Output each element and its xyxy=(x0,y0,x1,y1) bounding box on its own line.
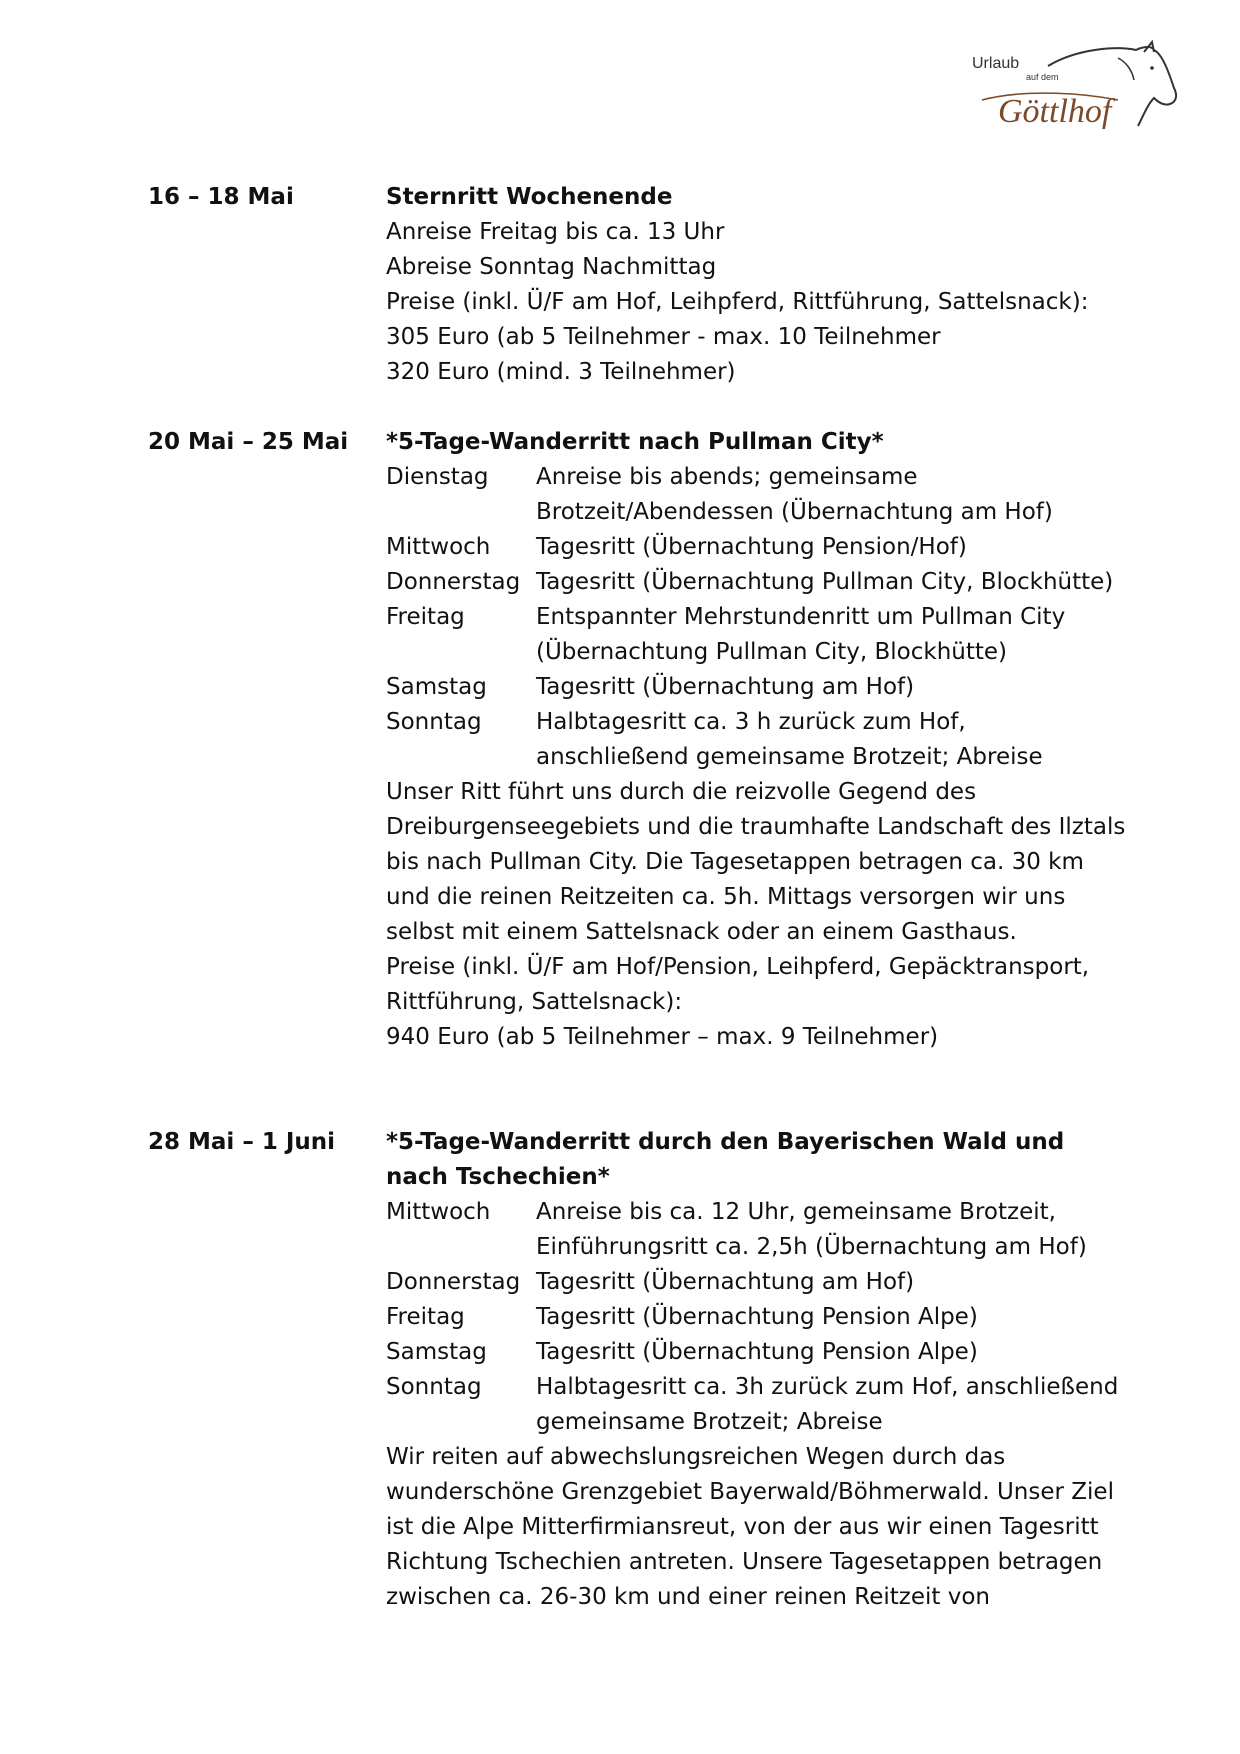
itinerary-line: Tagesritt (Übernachtung am Hof) xyxy=(536,1269,915,1295)
itinerary-line: Tagesritt (Übernachtung Pullman City, Blockhütte) xyxy=(536,569,1114,595)
itinerary-day: Freitag xyxy=(386,604,465,630)
event-date: 16 – 18 Mai xyxy=(148,184,294,210)
itinerary-row xyxy=(386,600,1128,670)
itinerary-row xyxy=(386,705,1128,775)
itinerary-day: Mittwoch xyxy=(386,534,491,560)
itinerary-desc xyxy=(536,1195,1128,1265)
logo-line1: Urlaub xyxy=(972,55,1020,72)
event-block xyxy=(148,1125,1128,1615)
itinerary-day: Dienstag xyxy=(386,464,489,490)
event-date: 28 Mai – 1 Juni xyxy=(148,1129,336,1155)
event-line: Preise (inkl. Ü/F am Hof, Leihpferd, Rittführung, Sattelsnack): xyxy=(386,289,1089,315)
event-content xyxy=(386,1125,1128,1615)
event-title: *5-Tage-Wanderritt durch den Bayerischen Wald und nach Tschechien* xyxy=(386,1129,1065,1190)
horse-head-icon xyxy=(968,40,1180,136)
itinerary-desc xyxy=(536,600,1128,670)
itinerary-row xyxy=(386,460,1128,530)
itinerary-line: Tagesritt (Übernachtung am Hof) xyxy=(536,674,915,700)
itinerary-desc xyxy=(536,1300,1128,1335)
event-line: Anreise Freitag bis ca. 13 Uhr xyxy=(386,219,725,245)
event-block xyxy=(148,180,1128,390)
itinerary-row xyxy=(386,670,1128,705)
itinerary-day: Sonntag xyxy=(386,709,482,735)
itinerary-row xyxy=(386,1265,1128,1300)
itinerary-line: Tagesritt (Übernachtung Pension/Hof) xyxy=(536,534,967,560)
itinerary-desc xyxy=(536,705,1128,775)
event-line: 305 Euro (ab 5 Teilnehmer - max. 10 Teilnehmer xyxy=(386,324,941,350)
itinerary-desc xyxy=(536,670,1128,705)
event-description: Wir reiten auf abwechslungsreichen Wegen durch das wunderschöne Grenzgebiet Bayerwald/Böhmerwald. Unser Ziel ist die Alpe Mitterfirmiansreut, von der aus wir einen Tagesritt Richtung Tschechien antreten. Unsere Tagesetappen betragen zwischen ca. 26-30 km und einer reinen Reitzeit von xyxy=(386,1444,1114,1610)
itinerary-line: Entspannter Mehrstundenritt um Pullman City xyxy=(536,604,1066,630)
itinerary-day: Sonntag xyxy=(386,1374,482,1400)
gottlhof-logo xyxy=(968,40,1180,136)
itinerary-line: Einführungsritt ca. 2,5h (Übernachtung am Hof) xyxy=(536,1234,1087,1260)
itinerary-desc xyxy=(536,565,1128,600)
event-title: *5-Tage-Wanderritt nach Pullman City* xyxy=(386,429,884,455)
logo-line2: auf dem xyxy=(1026,72,1059,82)
itinerary-day: Samstag xyxy=(386,674,487,700)
event-prices-label: Preise (inkl. Ü/F am Hof/Pension, Leihpferd, Gepäcktransport, Rittführung, Sattelsnack): xyxy=(386,954,1090,1015)
event-description: Unser Ritt führt uns durch die reizvolle Gegend des Dreiburgenseegebiets und die traumhafte Landschaft des Ilztals bis nach Pullman City. Die Tagesetappen betragen ca. 30 km und die reinen Reitzeiten ca. 5h. Mittags versorgen wir uns selbst mit einem Sattelsnack oder an einem Gasthaus. xyxy=(386,779,1126,945)
itinerary-day: Samstag xyxy=(386,1339,487,1365)
event-price: 940 Euro (ab 5 Teilnehmer – max. 9 Teilnehmer) xyxy=(386,1024,939,1050)
event-date: 20 Mai – 25 Mai xyxy=(148,429,349,455)
itinerary-desc xyxy=(536,1335,1128,1370)
itinerary-day: Donnerstag xyxy=(386,1269,521,1295)
itinerary-desc xyxy=(536,530,1128,565)
itinerary-desc xyxy=(536,1370,1128,1440)
event-line: Abreise Sonntag Nachmittag xyxy=(386,254,717,280)
itinerary-row xyxy=(386,1335,1128,1370)
itinerary-desc xyxy=(536,460,1128,530)
itinerary-line: gemeinsame Brotzeit; Abreise xyxy=(536,1409,883,1435)
itinerary-day: Freitag xyxy=(386,1304,465,1330)
itinerary-line: Halbtagesritt ca. 3 h zurück zum Hof, xyxy=(536,709,966,735)
itinerary-line: Brotzeit/Abendessen (Übernachtung am Hof) xyxy=(536,499,1053,525)
itinerary-line: Tagesritt (Übernachtung Pension Alpe) xyxy=(536,1339,978,1365)
logo-name: Göttlhof xyxy=(998,93,1112,130)
itinerary-day: Donnerstag xyxy=(386,569,521,595)
event-block xyxy=(148,425,1128,1055)
event-content xyxy=(386,180,1128,390)
itinerary-line: Anreise bis abends; gemeinsame xyxy=(536,464,918,490)
itinerary-day: Mittwoch xyxy=(386,1199,491,1225)
itinerary-line: (Übernachtung Pullman City, Blockhütte) xyxy=(536,639,1008,665)
itinerary-row xyxy=(386,530,1128,565)
itinerary-line: Halbtagesritt ca. 3h zurück zum Hof, anschließend xyxy=(536,1374,1119,1400)
itinerary-row xyxy=(386,1370,1128,1440)
event-content xyxy=(386,425,1128,1055)
itinerary-line: Tagesritt (Übernachtung Pension Alpe) xyxy=(536,1304,978,1330)
itinerary-row xyxy=(386,1300,1128,1335)
event-line: 320 Euro (mind. 3 Teilnehmer) xyxy=(386,359,736,385)
itinerary-line: anschließend gemeinsame Brotzeit; Abreise xyxy=(536,744,1043,770)
itinerary-row xyxy=(386,565,1128,600)
event-schedule xyxy=(148,180,1128,1615)
itinerary-desc xyxy=(536,1265,1128,1300)
event-title: Sternritt Wochenende xyxy=(386,184,673,210)
itinerary-row xyxy=(386,1195,1128,1265)
itinerary-line: Anreise bis ca. 12 Uhr, gemeinsame Brotzeit, xyxy=(536,1199,1056,1225)
